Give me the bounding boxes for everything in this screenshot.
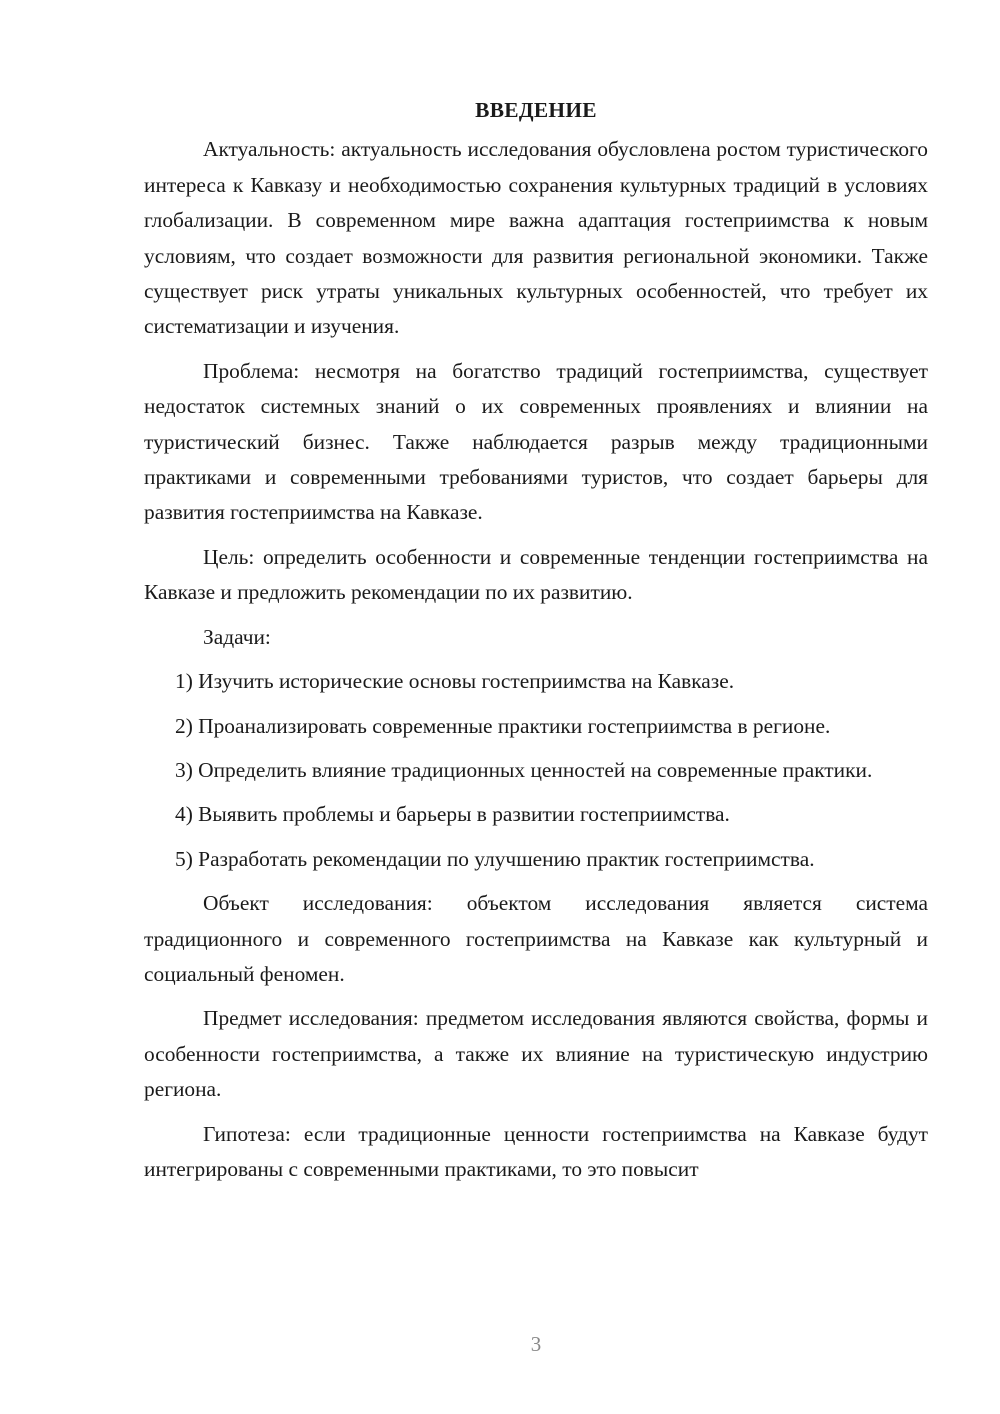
page-title: ВВЕДЕНИЕ	[475, 98, 597, 122]
paragraph-relevance: Актуальность: актуальность исследования обусловлена ростом туристического интереса к Кавказу и необходимостью сохранения культурных традиций в условиях глобализации. В современном мире важна адаптация гостеприимства к новым условиям, что создает возможности для развития региональной экономики. Также существует риск утраты уникальных культурных особенностей, что требует их систематизации и изучения.	[144, 137, 928, 339]
list-item-task-5: 5) Разработать рекомендации по улучшению практик гостеприимства.	[175, 846, 815, 871]
document-body	[144, 93, 928, 1187]
paragraph-subject: Предмет исследования: предметом исследования являются свойства, формы и особенности гостеприимства, а также их влияние на туристическую индустрию региона.	[144, 1006, 928, 1102]
list-item-task-1: 1) Изучить исторические основы гостеприимства на Кавказе.	[175, 669, 735, 694]
paragraph-goal: Цель: определить особенности и современные тенденции гостеприимства на Кавказе и предложить рекомендации по их развитию.	[144, 544, 928, 605]
list-item-task-4: 4) Выявить проблемы и барьеры в развитии гостеприимства.	[175, 802, 730, 827]
paragraph-hypothesis: Гипотеза: если традиционные ценности гостеприимства на Кавказе будут интегрированы с современными практиками, то это повысит	[144, 1121, 928, 1181]
paragraph-problem: Проблема: несмотря на богатство традиций гостеприимства, существует недостаток системных знаний о их современных проявлениях и влиянии на туристический бизнес. Также наблюдается разрыв между традиционными практиками и современными требованиями туристов, что создает барьеры для развития гостеприимства на Кавказе.	[144, 358, 928, 525]
paragraph-object: Объект исследования: объектом исследования является система традиционного и современного гостеприимства на Кавказе как культурный и социальный феномен.	[144, 891, 928, 986]
list-item-task-3: 3) Определить влияние традиционных ценностей на современные практики.	[175, 757, 873, 782]
list-item-task-2: 2) Проанализировать современные практики гостеприимства в регионе.	[175, 713, 831, 738]
page-number: 3	[530, 1332, 542, 1356]
paragraph-tasks-heading: Задачи:	[203, 624, 271, 649]
